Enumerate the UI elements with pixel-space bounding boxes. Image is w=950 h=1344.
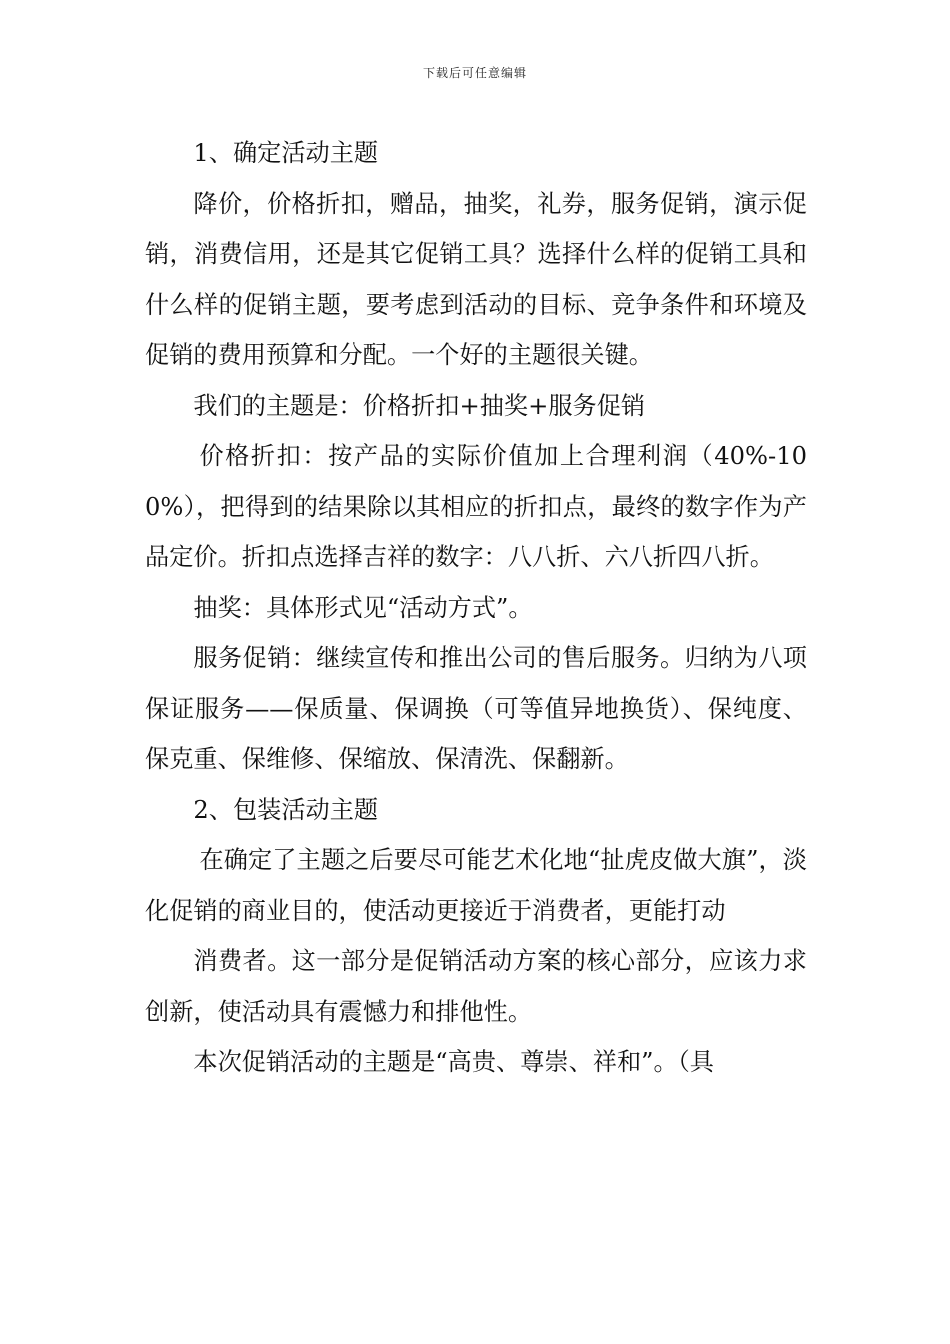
paragraph-core-part: 消费者。这一部分是促销活动方案的核心部分，应该力求创新，使活动具有震憾力和排他性。 <box>145 947 807 1026</box>
paragraph-lottery: 抽奖：具体形式见“活动方式”。 <box>193 593 533 622</box>
page-header: 下载后可任意编辑 <box>422 66 527 80</box>
paragraph-our-theme: 我们的主题是：价格折扣+抽奖+服务促销 <box>193 391 646 420</box>
paragraph-package-theme: 在确定了主题之后要尽可能艺术化地“扯虎皮做大旗”，淡化促销的商业目的，使活动更接近于消费者，更能打动 <box>145 846 807 925</box>
paragraph-price-discount: 价格折扣：按产品的实际价值加上合理利润（40%-100%），把得到的结果除以其相应的折扣点，最终的数字作为产品定价。折扣点选择吉祥的数字：八八折、六八折四八折。 <box>145 442 807 571</box>
section-heading-1: 1、确定活动主题 <box>193 139 379 167</box>
paragraph-service-promotion: 服务促销：继续宣传和推出公司的售后服务。归纳为八项保证服务——保质量、保调换（可等值异地换货）、保纯度、保克重、保维修、保缩放、保清洗、保翻新。 <box>145 644 807 773</box>
paragraph-this-theme: 本次促销活动的主题是“高贵、尊崇、祥和”。（具 <box>193 1048 714 1076</box>
section-heading-2: 2、包装活动主题 <box>193 795 379 824</box>
document-body <box>145 128 807 1088</box>
paragraph-promotion-tools: 降价，价格折扣，赠品，抽奖，礼券，服务促销，演示促销，消费信用，还是其它促销工具？选择什么样的促销工具和什么样的促销主题，要考虑到活动的目标、竞争条件和环境及促销的费用预算和分配。一个好的主题很关键。 <box>145 189 807 369</box>
